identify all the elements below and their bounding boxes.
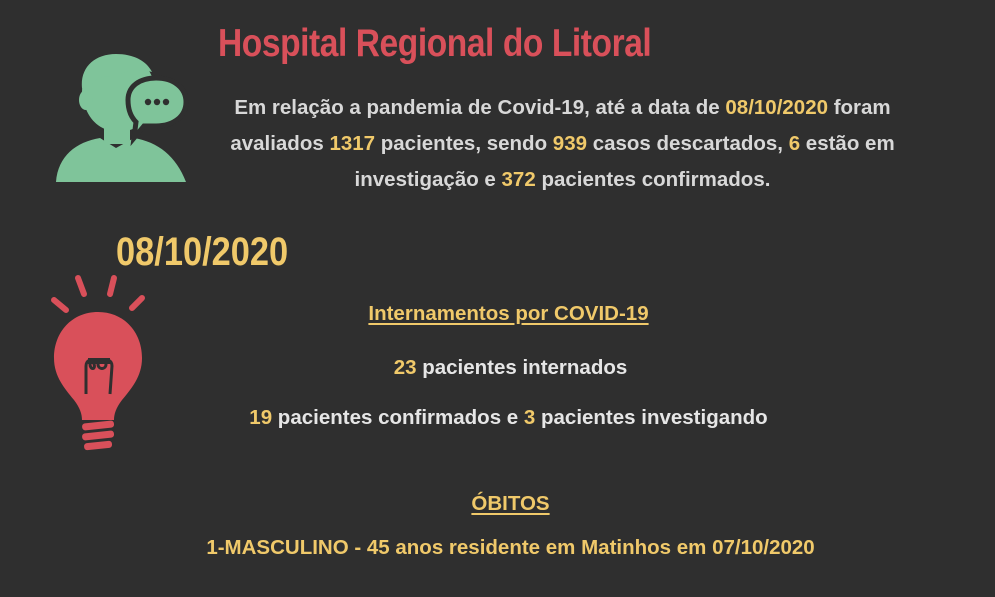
hospitalized-investigating-label: pacientes investigando <box>535 406 768 429</box>
investigation-count: 6 <box>788 132 801 155</box>
hospitalized-total: 23 <box>393 356 417 379</box>
intro-text: casos descartados, <box>587 132 789 155</box>
intro-paragraph <box>200 90 925 198</box>
hospitalized-total-line <box>0 354 995 382</box>
intro-date: 08/10/2020 <box>725 96 828 119</box>
date-heading: 08/10/2020 <box>116 230 289 274</box>
death-entry-text: 1-MASCULINO - 45 anos residente em Matinhos em 07/10/2020 <box>206 536 815 559</box>
deaths-heading <box>0 490 995 518</box>
hospitalizations-heading <box>0 300 995 328</box>
evaluated-count: 1317 <box>329 132 376 155</box>
person-speech-bubble-icon <box>52 52 192 184</box>
intro-text: foram avaliados <box>230 96 891 155</box>
discarded-count: 939 <box>552 132 588 155</box>
intro-text: Em relação a pandemia de Covid-19, até a data de <box>234 96 726 119</box>
intro-text: pacientes, sendo <box>375 132 553 155</box>
hospitalizations-heading-text: Internamentos por COVID-19 <box>368 302 649 325</box>
hospitalized-confirmed-label: pacientes confirmados e <box>272 406 524 429</box>
death-entry <box>0 534 995 562</box>
intro-text: estão em investigação e <box>354 132 895 191</box>
intro-text: pacientes confirmados. <box>535 168 771 191</box>
hospitalized-breakdown-line <box>0 404 995 432</box>
page-title: Hospital Regional do Litoral <box>218 22 652 65</box>
hospitalized-confirmed: 19 <box>249 406 273 429</box>
hospitalized-investigating: 3 <box>523 406 536 429</box>
deaths-heading-text: ÓBITOS <box>471 492 550 515</box>
hospitalized-total-label: pacientes internados <box>416 356 628 379</box>
confirmed-count: 372 <box>501 168 536 191</box>
